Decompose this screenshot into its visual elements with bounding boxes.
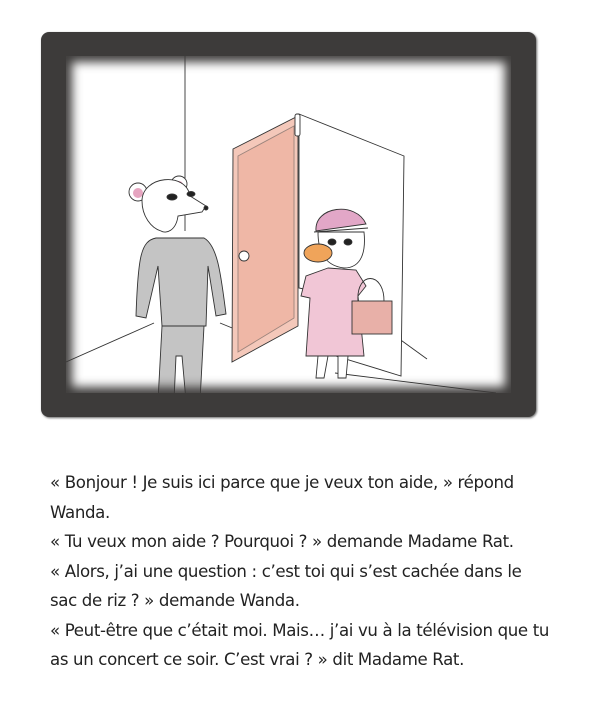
story-paragraph: « Bonjour ! Je suis ici parce que je veux ton aide, » répond Wanda. bbox=[50, 473, 514, 522]
scene-drawing bbox=[66, 56, 511, 393]
story-paragraph: « Alors, j’ai une question : c’est toi qui s’est cachée dans le sac de riz ? » demande Wanda. bbox=[50, 561, 522, 610]
story-text bbox=[50, 468, 550, 675]
story-paragraph: « Tu veux mon aide ? Pourquoi ? » demande Madame Rat. bbox=[50, 532, 514, 551]
madame-rat bbox=[129, 176, 226, 393]
illustration bbox=[66, 56, 511, 393]
story-paragraph: « Peut-être que c’était moi. Mais… j’ai vu à la télévision que tu as un concert ce soir. C’est vrai ? » dit Madame Rat. bbox=[50, 620, 550, 669]
illustration-frame bbox=[41, 32, 536, 417]
